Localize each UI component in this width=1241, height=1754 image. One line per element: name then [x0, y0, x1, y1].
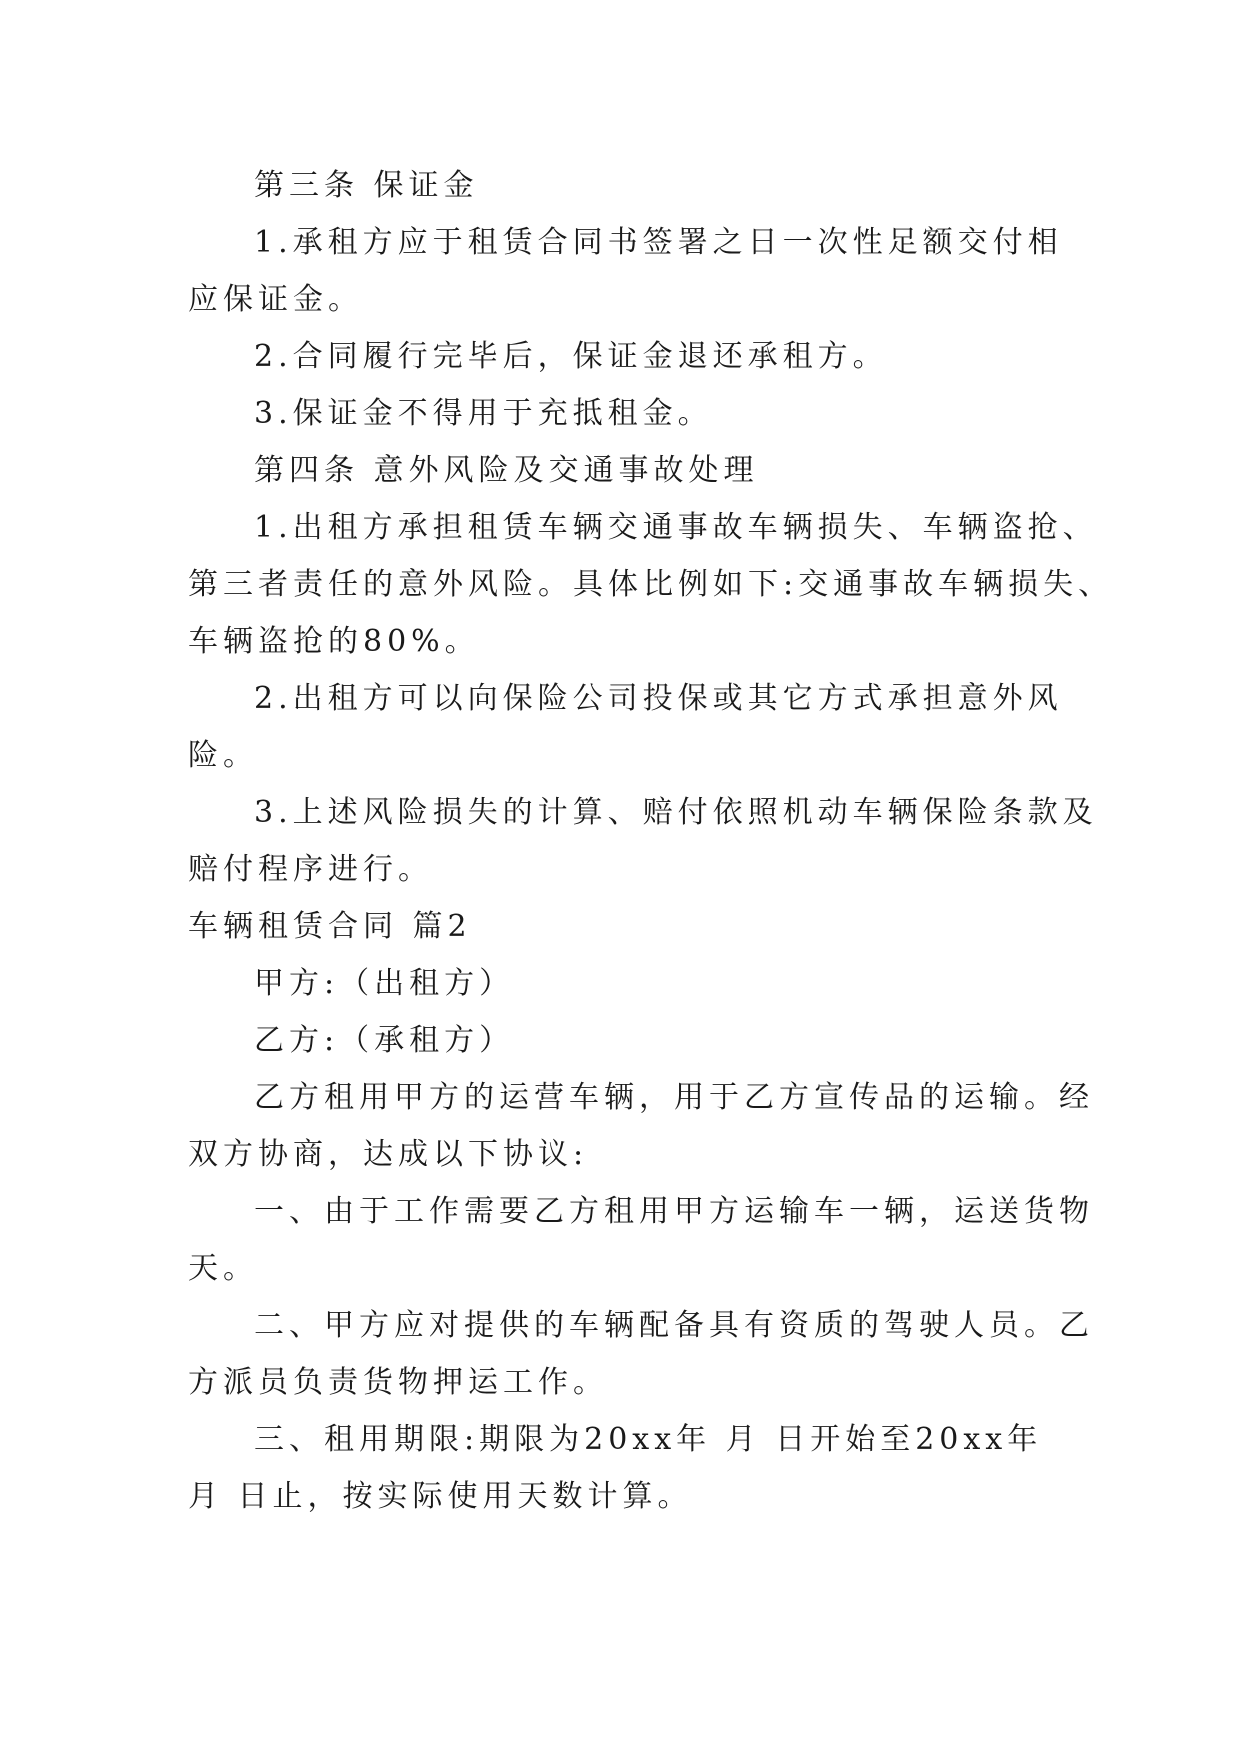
- clause-2: 二、甲方应对提供的车辆配备具有资质的驾驶人员。乙: [254, 1308, 1094, 1343]
- clause-3: 三、租用期限:期限为20xx年 月 日开始至20xx年: [254, 1422, 1043, 1457]
- article-4-clause-3-cont: 赔付程序进行。: [188, 852, 433, 887]
- article-4-clause-2: 2.出租方可以向保险公司投保或其它方式承担意外风: [254, 681, 1063, 716]
- preamble-cont: 双方协商，达成以下协议:: [188, 1137, 589, 1172]
- article-4-clause-1-cont-2: 车辆盗抢的80%。: [188, 624, 480, 659]
- article-3-clause-2: 2.合同履行完毕后，保证金退还承租方。: [254, 339, 888, 374]
- article-4-heading: 第四条 意外风险及交通事故处理: [254, 453, 759, 488]
- article-3-heading: 第三条 保证金: [254, 168, 479, 203]
- article-3-clause-1-cont: 应保证金。: [188, 282, 363, 317]
- article-3-clause-1: 1.承租方应于租赁合同书签署之日一次性足额交付相: [254, 225, 1063, 260]
- clause-3-cont: 月 日止，按实际使用天数计算。: [188, 1479, 693, 1514]
- article-4-clause-2-cont: 险。: [188, 738, 258, 773]
- preamble: 乙方租用甲方的运营车辆，用于乙方宣传品的运输。经: [254, 1080, 1094, 1115]
- clause-2-cont: 方派员负责货物押运工作。: [188, 1365, 608, 1400]
- clause-1: 一、由于工作需要乙方租用甲方运输车一辆，运送货物: [254, 1194, 1094, 1229]
- article-3-clause-3: 3.保证金不得用于充抵租金。: [254, 396, 713, 431]
- party-a: 甲方:（出租方）: [254, 966, 515, 1001]
- section-2-title: 车辆租赁合同 篇2: [188, 909, 472, 944]
- article-4-clause-1-cont-1: 第三者责任的意外风险。具体比例如下:交通事故车辆损失、: [188, 567, 1114, 602]
- party-b: 乙方:（承租方）: [254, 1023, 515, 1058]
- article-4-clause-3: 3.上述风险损失的计算、赔付依照机动车辆保险条款及: [254, 795, 1098, 830]
- clause-1-cont: 天。: [188, 1251, 258, 1286]
- article-4-clause-1: 1.出租方承担租赁车辆交通事故车辆损失、车辆盗抢、: [254, 510, 1098, 545]
